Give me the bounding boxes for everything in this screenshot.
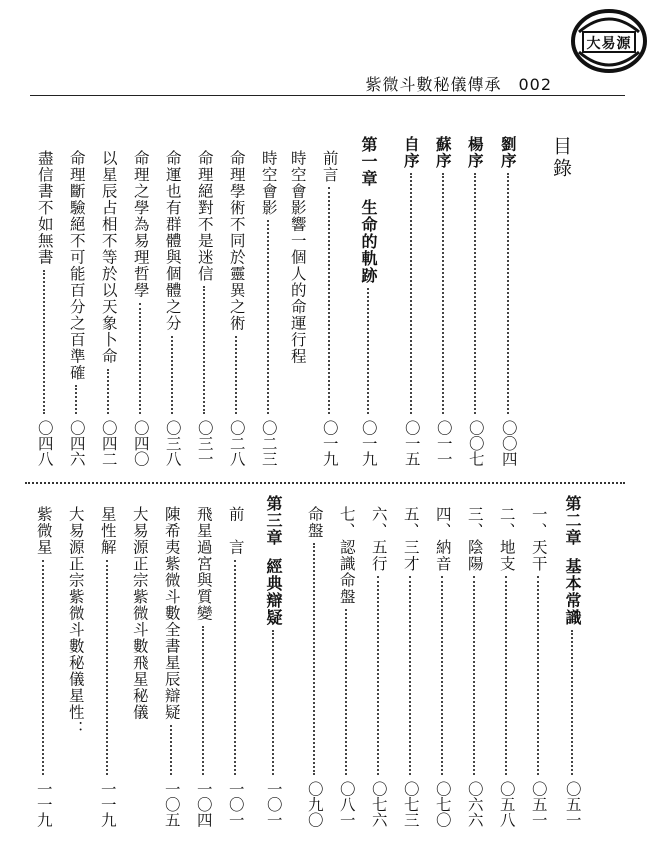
entry-title: 大易源正宗紫微斗數飛星秘儀 — [130, 506, 149, 721]
toc-chapter-entry[interactable] — [355, 136, 381, 466]
toc-chapter-entry[interactable] — [559, 495, 585, 827]
entry-title: 二、地支 — [497, 506, 516, 572]
chapter-heading — [265, 495, 281, 626]
entry-title: 七、認識命盤 — [337, 506, 356, 605]
entry-title: 三、陰陽 — [465, 506, 484, 572]
entry-title: 命理之學為易理哲學 — [131, 150, 150, 299]
toc-chapter-entry[interactable] — [260, 495, 286, 827]
page-number: 〇四〇 — [131, 419, 150, 466]
page-number: 〇五一 — [529, 780, 548, 827]
chapter-heading — [360, 136, 376, 284]
toc-entry[interactable] — [316, 150, 342, 466]
toc-entry[interactable] — [95, 150, 121, 466]
leader-dots — [505, 576, 507, 775]
page-number: 一〇四 — [194, 780, 213, 827]
chapter-number: 第三章 — [264, 495, 283, 546]
entry-title: 星性解 — [98, 506, 117, 556]
toc-entry[interactable] — [222, 506, 248, 827]
entry-title: 五、三才 — [401, 506, 420, 572]
leader-dots — [42, 560, 44, 775]
leader-dots — [410, 173, 412, 414]
leader-dots — [345, 609, 347, 775]
chapter-number: 第一章 — [359, 136, 378, 187]
page-number: 〇五八 — [497, 780, 516, 827]
entry-title: 命盤 — [305, 506, 324, 539]
page-number: 〇〇七 — [466, 419, 485, 466]
leader-dots — [507, 173, 509, 414]
toc-entry[interactable] — [190, 506, 216, 827]
entry-title: 盡信書不如無書 — [35, 150, 54, 266]
toc-entry[interactable] — [126, 506, 152, 721]
toc-entry[interactable] — [462, 136, 488, 466]
page-number: 〇六六 — [465, 780, 484, 827]
leader-dots — [272, 630, 274, 775]
toc-entry[interactable] — [159, 150, 185, 466]
toc-entry[interactable] — [223, 150, 249, 466]
page-number: 〇七〇 — [433, 780, 452, 827]
toc-entry[interactable] — [397, 506, 423, 827]
page-number: 一〇一 — [226, 780, 245, 827]
page-number: 〇四二 — [99, 419, 118, 466]
entry-title: 蘇序 — [433, 136, 453, 169]
toc-entry[interactable] — [429, 506, 455, 827]
page-number: 〇一一 — [434, 419, 453, 466]
chapter-title: 經典辯疑 — [264, 558, 283, 626]
toc-entry[interactable] — [430, 136, 456, 466]
leader-dots — [170, 725, 172, 775]
page-number: 〇四八 — [35, 419, 54, 466]
leader-dots — [441, 576, 443, 775]
entry-title: 紫微星 — [34, 506, 53, 556]
page-number: 〇一九 — [359, 419, 378, 466]
section-divider — [25, 482, 625, 484]
entry-title: 一、天干 — [529, 506, 548, 572]
page-number: 一〇一 — [264, 780, 283, 827]
leader-dots — [203, 286, 205, 414]
page-number: 〇三一 — [195, 419, 214, 466]
entry-title: 前 言 — [226, 506, 245, 556]
entry-title: 大易源正宗紫微斗數秘儀星性： — [66, 506, 85, 737]
leader-dots — [442, 173, 444, 414]
entry-title: 時空會影響一個人的命運行程 — [288, 150, 307, 365]
toc-entry[interactable] — [525, 506, 551, 827]
page-number: 一一九 — [34, 780, 53, 827]
toc-entry[interactable] — [30, 506, 56, 827]
page-number: 〇七六 — [369, 780, 388, 827]
chapter-number: 第二章 — [563, 495, 582, 546]
toc-entry[interactable] — [493, 506, 519, 827]
toc-entry[interactable] — [31, 150, 57, 466]
page-number: 〇八一 — [337, 780, 356, 827]
toc-entry[interactable] — [333, 506, 359, 827]
leader-dots — [571, 630, 573, 775]
leader-dots — [75, 385, 77, 414]
leader-dots — [171, 336, 173, 414]
toc-entry[interactable] — [94, 506, 120, 827]
leader-dots — [267, 220, 269, 414]
entry-title: 楊序 — [465, 136, 485, 169]
page-number: 〇四六 — [67, 419, 86, 466]
entry-title: 前言 — [320, 150, 339, 183]
toc-heading: 目錄 — [550, 136, 572, 180]
entry-title: 命理絕對不是迷信 — [195, 150, 214, 282]
page-number: 〇七三 — [401, 780, 420, 827]
leader-dots — [377, 576, 379, 775]
leader-dots — [43, 270, 45, 414]
page-number: 〇〇四 — [499, 419, 518, 466]
toc-entry[interactable] — [62, 506, 88, 737]
toc-entry[interactable] — [284, 150, 310, 365]
entry-title: 陳希夷紫微斗數全書星辰辯疑 — [162, 506, 181, 721]
page-number: 一一九 — [98, 780, 117, 827]
leader-dots — [202, 626, 204, 775]
leader-dots — [106, 560, 108, 775]
toc-entry[interactable] — [365, 506, 391, 827]
leader-dots — [367, 288, 369, 414]
running-header: 紫微斗數秘儀傳承 002 — [365, 75, 552, 94]
page-number: 〇一九 — [320, 419, 339, 466]
entry-title: 自序 — [401, 136, 421, 169]
entry-title: 時空會影 — [259, 150, 278, 216]
toc-entry[interactable] — [301, 506, 327, 827]
page-number: 〇二八 — [227, 419, 246, 466]
entry-title: 以星辰占相不等於以天象卜命 — [99, 150, 118, 365]
leader-dots — [234, 560, 236, 775]
page-number: 〇三八 — [163, 419, 182, 466]
entry-title: 命理學術不同於靈異之術 — [227, 150, 246, 332]
entry-title: 飛星過宮與質變 — [194, 506, 213, 622]
entry-title: 四、納音 — [433, 506, 452, 572]
logo-text: 大易源 — [586, 36, 632, 52]
leader-dots — [474, 173, 476, 414]
chapter-title: 基本常識 — [563, 558, 582, 626]
page-number: 〇九〇 — [305, 780, 324, 827]
toc-entry[interactable] — [191, 150, 217, 466]
page-number: 一〇五 — [162, 780, 181, 827]
chapter-heading — [564, 495, 580, 626]
toc-entry[interactable] — [255, 150, 281, 466]
header-divider — [30, 95, 625, 96]
leader-dots — [313, 543, 315, 775]
toc-entry[interactable] — [63, 150, 89, 466]
leader-dots — [537, 576, 539, 775]
toc-entry[interactable] — [461, 506, 487, 827]
leader-dots — [409, 576, 411, 775]
publisher-logo — [569, 8, 649, 74]
leader-dots — [328, 187, 330, 414]
entry-title: 命運也有群體與個體之分 — [163, 150, 182, 332]
toc-entry[interactable] — [127, 150, 153, 466]
leader-dots — [107, 369, 109, 414]
leader-dots — [473, 576, 475, 775]
chapter-title: 生命的軌跡 — [359, 199, 378, 284]
entry-title: 命理斷驗絕不可能百分之百準確 — [67, 150, 86, 381]
leader-dots — [139, 303, 141, 414]
toc-entry[interactable] — [398, 136, 424, 466]
entry-title: 六、五行 — [369, 506, 388, 572]
page-number: 〇一五 — [402, 419, 421, 466]
leader-dots — [235, 336, 237, 414]
page-number: 〇二三 — [259, 419, 278, 466]
page-number: 〇五一 — [563, 780, 582, 827]
toc-entry[interactable] — [158, 506, 184, 827]
entry-title: 劉序 — [498, 136, 518, 169]
toc-entry[interactable] — [495, 136, 521, 466]
